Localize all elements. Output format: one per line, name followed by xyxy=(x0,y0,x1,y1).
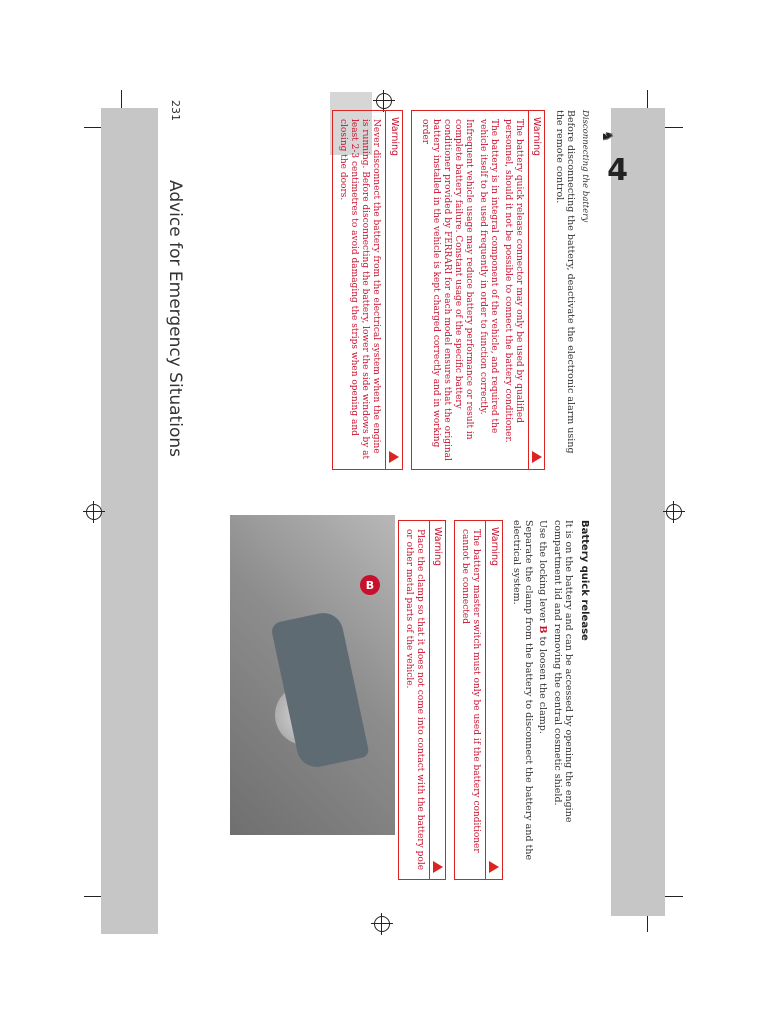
warning-title: Warning xyxy=(531,117,543,157)
warning-box xyxy=(398,520,447,880)
warning-title: Warning xyxy=(489,527,500,567)
page-number: 231 xyxy=(169,100,182,121)
warning-text: Place the clamp so that it does not come into contact with the battery pole or other metal parts of the vehicle. xyxy=(404,529,425,871)
prancing-horse-logo-icon: ♞ xyxy=(599,130,615,143)
warning-triangle-icon xyxy=(532,451,542,463)
paragraph: Use the locking lever B to loosen the clamp. xyxy=(537,520,549,734)
warning-text: The battery is in integral component of the vehicle, and required the vehicle itself to be used frequently in order to function correctly. xyxy=(478,119,499,434)
crop-mark xyxy=(121,90,122,108)
warning-box xyxy=(411,110,546,470)
registration-mark-icon xyxy=(374,916,390,932)
warning-text: Never disconnect the battery from the electrical system when the engine is running. Before disconnecting the battery, lower the side windows by at least 2-3 centimetres to avoid damaging the strips when opening and closing the doors. xyxy=(338,119,382,460)
rotated-page xyxy=(130,100,630,916)
warning-triangle-icon xyxy=(489,861,499,873)
battery-quick-release-column xyxy=(398,520,590,880)
lever-b-badge: B xyxy=(360,575,380,595)
paragraph: Before disconnecting the battery, deactivate the electronic alarm using the remote control. xyxy=(554,110,577,454)
warning-box xyxy=(333,110,404,470)
subheading: Disconnecting the battery xyxy=(580,110,590,223)
registration-mark-icon xyxy=(666,504,682,520)
warning-text: Infrequent vehicle usage may reduce battery performance or result in complete battery failure. Constant usage of the specific battery conditioner provided by FERRARI for each model ensures that the original battery installed in the vehicle is kept charged correctly and in working order xyxy=(420,119,474,461)
battery-clamp-photo xyxy=(230,515,395,835)
disconnecting-battery-column xyxy=(333,110,591,470)
warning-text: The battery quick release connector may only be used by qualified personnel, should it not be possible to connect the battery conditioner. xyxy=(503,119,524,443)
registration-mark-icon xyxy=(86,504,102,520)
chapter-number: 4 xyxy=(607,152,628,188)
warning-text: The battery master switch must only be used if the battery conditioner cannot be connected xyxy=(460,529,482,853)
section-title: Advice for Emergency Situations xyxy=(165,180,185,457)
warning-triangle-icon xyxy=(389,451,399,463)
crop-mark xyxy=(647,914,648,932)
crop-mark xyxy=(84,896,102,897)
paragraph: Separate the clamp from the battery to disconnect the battery and the electrical system. xyxy=(511,520,534,861)
crop-mark xyxy=(647,90,648,108)
battery-clamp xyxy=(270,609,370,770)
crop-mark xyxy=(665,127,683,128)
warning-title: Warning xyxy=(389,117,400,157)
lever-label: B xyxy=(537,625,549,634)
warning-title: Warning xyxy=(432,527,444,567)
paragraph: It is on the battery and can be accessed by opening the engine compartment lid and removing the central cosmetic shield. xyxy=(552,520,575,823)
section-heading: Battery quick release xyxy=(579,520,590,641)
warning-box xyxy=(455,520,504,880)
crop-mark xyxy=(665,896,683,897)
crop-mark xyxy=(84,127,102,128)
warning-triangle-icon xyxy=(433,861,443,873)
